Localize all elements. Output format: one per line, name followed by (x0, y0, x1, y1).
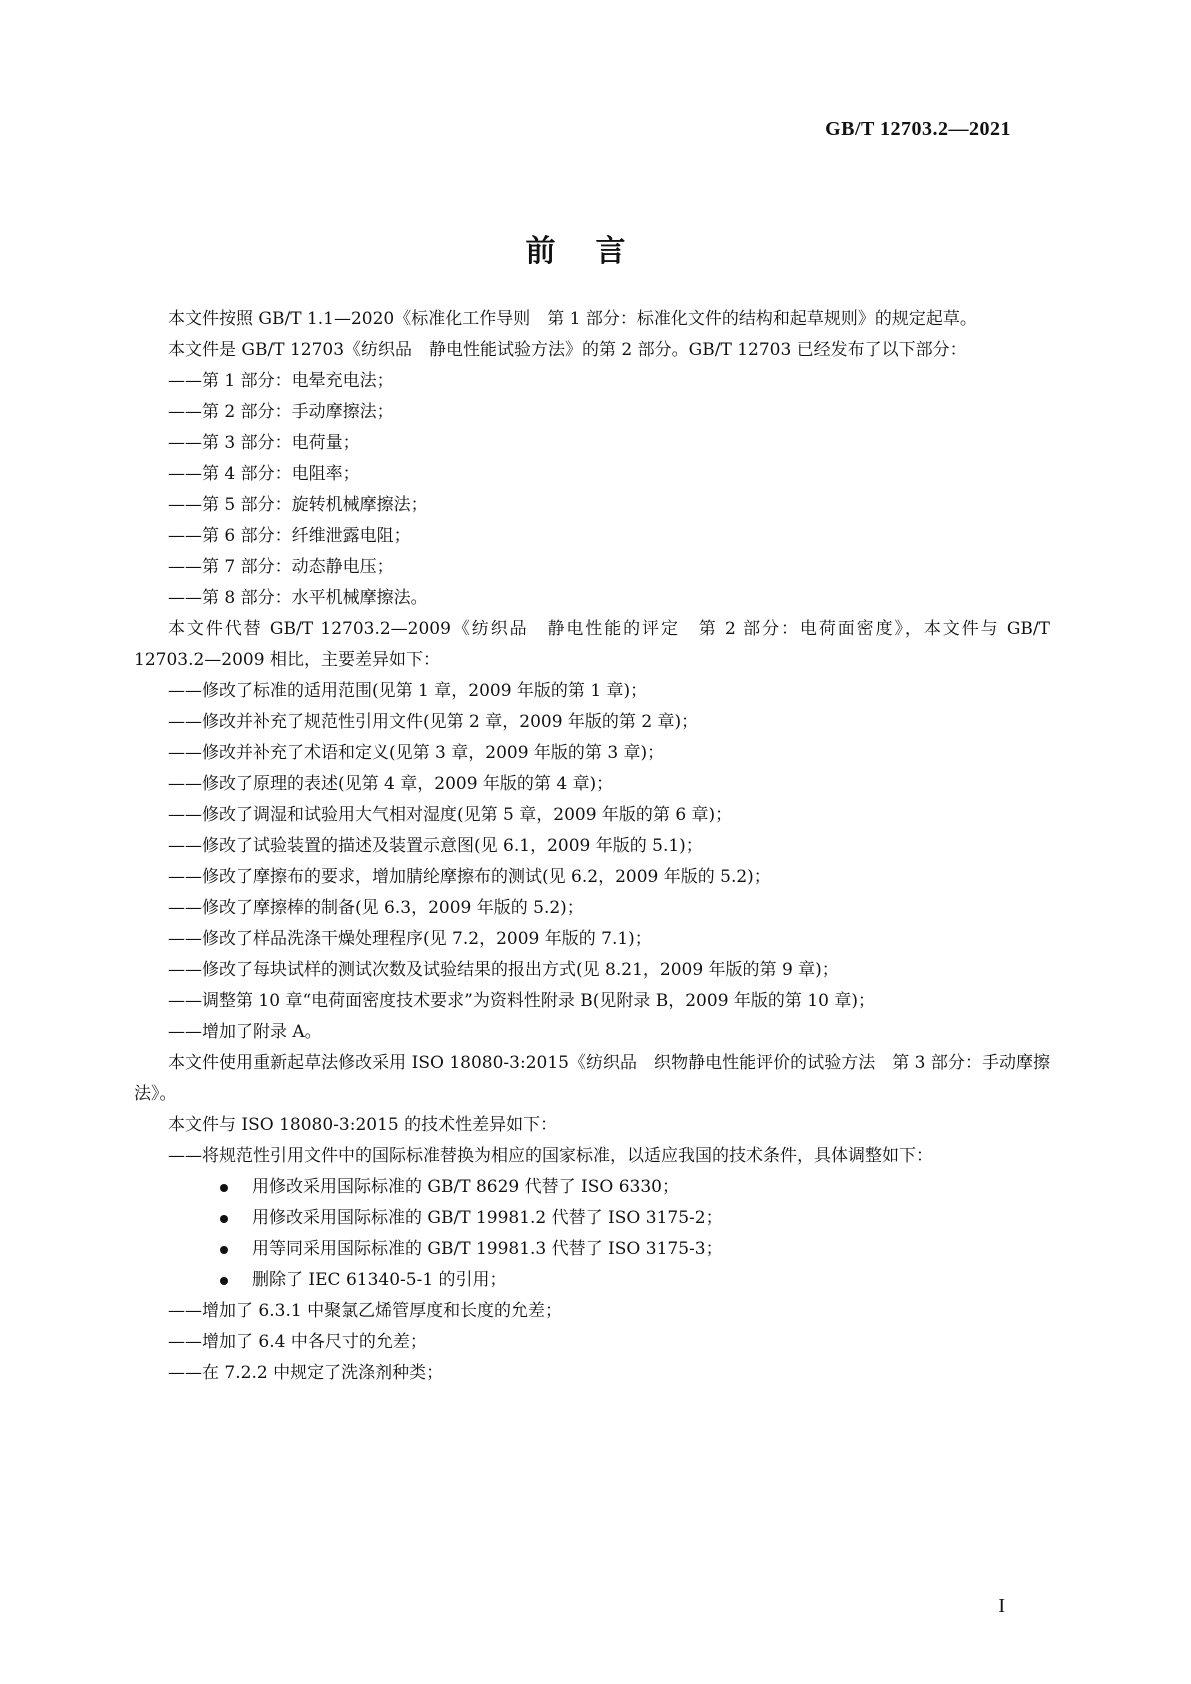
list-item: ——第 2 部分：手动摩擦法； (168, 402, 394, 422)
paragraph-drafting-rules: 本文件按照 GB/T 1.1—2020《标准化工作导则 第 1 部分：标准化文件的结构和起草规则》的规定起草。 (168, 309, 977, 329)
bullet-item (134, 1203, 1050, 1234)
list-item: ——修改了摩擦布的要求，增加腈纶摩擦布的测试(见 6.2，2009 年版的 5.2)； (168, 867, 771, 887)
list-item: ——修改了原理的表述(见第 4 章，2009 年版的第 4 章)； (168, 774, 614, 794)
list-item: ——增加了附录 A。 (168, 1022, 322, 1042)
standard-code: GB/T 12703.2—2021 (825, 118, 1011, 140)
list-item: ——增加了 6.3.1 中聚氯乙烯管厚度和长度的允差； (168, 1301, 563, 1321)
list-item: ——第 6 部分：纤维泄露电阻； (168, 526, 411, 546)
list-item: ——第 7 部分：动态静电压； (168, 557, 394, 577)
list-item: ——将规范性引用文件中的国际标准替换为相应的国家标准，以适应我国的技术条件，具体调整如下： (168, 1146, 933, 1166)
paragraph-technical-differences: 本文件与 ISO 18080-3:2015 的技术性差异如下： (168, 1115, 558, 1135)
list-item: ——修改了调湿和试验用大气相对湿度(见第 5 章，2009 年版的第 6 章)； (168, 805, 733, 825)
list-item: ——第 8 部分：水平机械摩擦法。 (168, 588, 428, 608)
list-item: ——修改了试验装置的描述及装置示意图(见 6.1，2009 年版的 5.1)； (168, 836, 703, 856)
list-item: ——第 4 部分：电阻率； (168, 464, 360, 484)
paragraph-iso-adoption: 本文件使用重新起草法修改采用 ISO 18080-3:2015《纺织品 织物静电性能评价的试验方法 第 3 部分：手动摩擦法》。 (134, 1053, 1050, 1104)
bullet-text: 用修改采用国际标准的 GB/T 19981.2 代替了 ISO 3175-2； (252, 1208, 723, 1228)
bullet-item (134, 1172, 1050, 1203)
list-item: ——修改了摩擦棒的制备(见 6.3，2009 年版的 5.2)； (168, 898, 584, 918)
list-item: ——修改了标准的适用范围(见第 1 章，2009 年版的第 1 章)； (168, 681, 648, 701)
list-item: ——修改了样品洗涤干燥处理程序(见 7.2，2009 年版的 7.1)； (168, 929, 652, 949)
bullet-icon (220, 1215, 228, 1223)
bullet-icon (220, 1184, 228, 1192)
list-item: ——修改了每块试样的测试次数及试验结果的报出方式(见 8.21，2009 年版的第 9 章)； (168, 960, 839, 980)
bullet-icon (220, 1246, 228, 1254)
bullet-text: 删除了 IEC 61340-5-1 的引用； (252, 1270, 507, 1290)
paragraph-replacement: 本文件代替 GB/T 12703.2—2009《纺织品 静电性能的评定 第 2 部分：电荷面密度》，本文件与 GB/T 12703.2—2009 相比，主要差异如下： (134, 619, 1050, 670)
list-item: ——第 3 部分：电荷量； (168, 433, 360, 453)
list-item: ——第 5 部分：旋转机械摩擦法； (168, 495, 428, 515)
list-item: ——第 1 部分：电晕充电法； (168, 371, 394, 391)
bullet-item (134, 1265, 1050, 1296)
bullet-icon (220, 1277, 228, 1285)
list-item: ——增加了 6.4 中各尺寸的允差； (168, 1332, 427, 1352)
list-item: ——在 7.2.2 中规定了洗涤剂种类； (168, 1363, 444, 1383)
bullet-text: 用修改采用国际标准的 GB/T 8629 代替了 ISO 6330； (252, 1177, 679, 1197)
page-number: I (998, 1595, 1005, 1617)
page-title: 前言 (525, 234, 666, 269)
paragraph-series-intro: 本文件是 GB/T 12703《纺织品 静电性能试验方法》的第 2 部分。GB/T 12703 已经发布了以下部分： (168, 340, 967, 360)
list-item: ——修改并补充了术语和定义(见第 3 章，2009 年版的第 3 章)； (168, 743, 665, 763)
bullet-item (134, 1234, 1050, 1265)
list-item: ——调整第 10 章“电荷面密度技术要求”为资料性附录 B(见附录 B，2009 年版的第 10 章)； (168, 991, 875, 1011)
bullet-text: 用等同采用国际标准的 GB/T 19981.3 代替了 ISO 3175-3； (252, 1239, 723, 1259)
foreword-body (134, 304, 1050, 1389)
list-item: ——修改并补充了规范性引用文件(见第 2 章，2009 年版的第 2 章)； (168, 712, 699, 732)
